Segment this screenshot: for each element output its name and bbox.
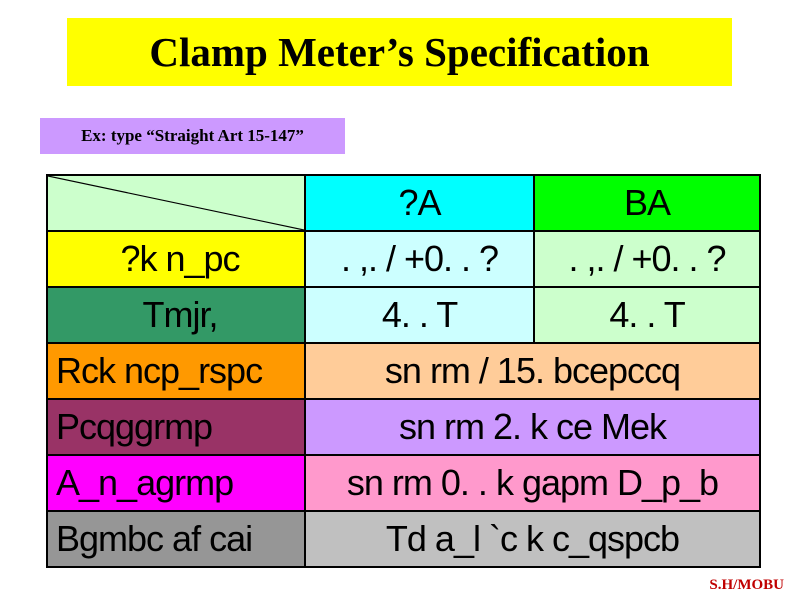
table-header-row [47, 175, 760, 231]
diagonal-line [48, 176, 304, 230]
page-title: Clamp Meter’s Specification [149, 29, 650, 75]
row-value: sn rm 0. . k gapm D_p_b [305, 455, 760, 511]
row-label: A_n_agrmp [47, 455, 305, 511]
table-row [47, 399, 760, 455]
row-label: Bgmbc af cai [47, 511, 305, 567]
row-value-a: 4. . T [305, 287, 534, 343]
row-label: Tmjr, [47, 287, 305, 343]
table-row [47, 511, 760, 567]
row-value-b: 4. . T [534, 287, 760, 343]
table-row [47, 287, 760, 343]
row-value-b: . ,. / +0. . ? [534, 231, 760, 287]
row-value: sn rm / 15. bcepccq [305, 343, 760, 399]
example-box [40, 118, 345, 154]
row-label: Rck ncp_rspc [47, 343, 305, 399]
title-banner [67, 18, 732, 86]
row-value-a: . ,. / +0. . ? [305, 231, 534, 287]
spec-table [46, 174, 761, 568]
corner-cell [47, 175, 305, 231]
row-value: Td a_l `c k c_qspcb [305, 511, 760, 567]
example-label: Ex: type “Straight Art 15-147” [81, 126, 304, 145]
table-row [47, 231, 760, 287]
header-col-a: ?A [305, 175, 534, 231]
table-row [47, 343, 760, 399]
table-row [47, 455, 760, 511]
footer-credit: S.H/MOBU [709, 577, 784, 593]
row-value: sn rm 2. k ce Mek [305, 399, 760, 455]
row-label: Pcqggrmp [47, 399, 305, 455]
row-label: ?k n_pc [47, 231, 305, 287]
header-col-b: BA [534, 175, 760, 231]
